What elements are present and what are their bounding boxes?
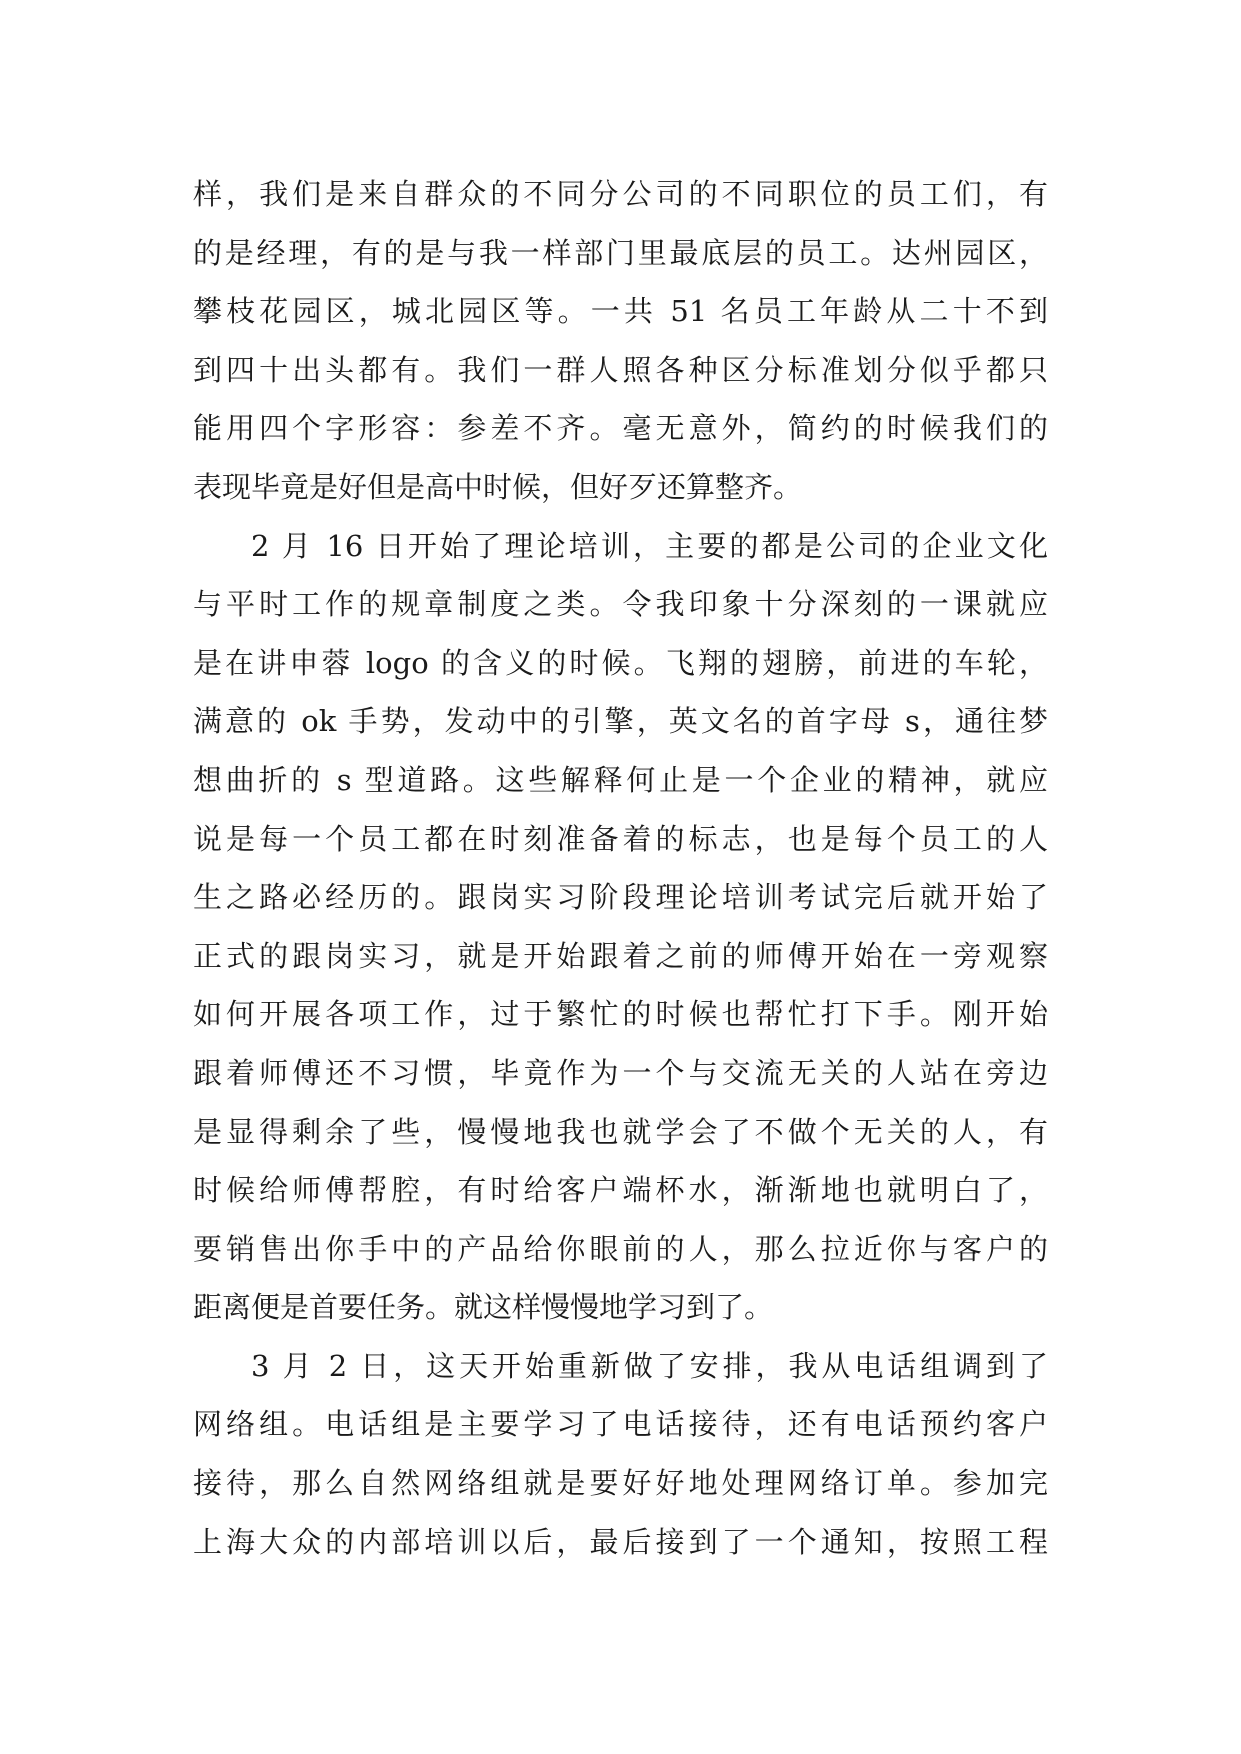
paragraph-1	[193, 165, 1048, 517]
text-line: 要销售出你手中的产品给你眼前的人，那么拉近你与客户的	[193, 1231, 1048, 1266]
text-line: 是在讲申蓉 logo 的含义的时候。飞翔的翅膀，前进的车轮，	[193, 645, 1048, 680]
text-line: 跟着师傅还不习惯，毕竟作为一个与交流无关的人站在旁边	[193, 1055, 1048, 1090]
text-line: 距离便是首要任务。就这样慢慢地学习到了。	[193, 1290, 774, 1325]
text-line: 正式的跟岗实习，就是开始跟着之前的师傅开始在一旁观察	[193, 938, 1048, 973]
text-line: 3 月 2 日，这天开始重新做了安排，我从电话组调到了	[251, 1348, 1048, 1383]
text-line: 网络组。电话组是主要学习了电话接待，还有电话预约客户	[193, 1407, 1048, 1442]
text-line: 的是经理，有的是与我一样部门里最底层的员工。达州园区，	[193, 235, 1048, 270]
document-body	[193, 165, 1048, 1571]
paragraph-3	[193, 1337, 1048, 1571]
text-line: 2 月 16 日开始了理论培训，主要的都是公司的企业文化	[251, 528, 1048, 563]
text-line: 攀枝花园区，城北园区等。一共 51 名员工年龄从二十不到	[193, 294, 1048, 329]
text-line: 上海大众的内部培训以后，最后接到了一个通知，按照工程	[193, 1524, 1048, 1559]
text-line: 生之路必经历的。跟岗实习阶段理论培训考试完后就开始了	[193, 880, 1048, 915]
text-line: 是显得剩余了些，慢慢地我也就学会了不做个无关的人，有	[193, 1114, 1048, 1149]
text-line: 接待，那么自然网络组就是要好好地处理网络订单。参加完	[193, 1466, 1048, 1501]
text-line: 样，我们是来自群众的不同分公司的不同职位的员工们，有	[193, 177, 1048, 211]
text-line: 能用四个字形容：参差不齐。毫无意外，简约的时候我们的	[193, 411, 1048, 446]
text-line: 如何开展各项工作，过于繁忙的时候也帮忙打下手。刚开始	[193, 997, 1048, 1032]
text-line: 表现毕竟是好但是高中时候，但好歹还算整齐。	[193, 469, 803, 504]
text-line: 与平时工作的规章制度之类。令我印象十分深刻的一课就应	[193, 587, 1048, 622]
text-line: 说是每一个员工都在时刻准备着的标志，也是每个员工的人	[193, 821, 1048, 856]
text-line: 时候给师傅帮腔，有时给客户端杯水，渐渐地也就明白了，	[193, 1173, 1048, 1208]
text-line: 想曲折的 s 型道路。这些解释何止是一个企业的精神，就应	[193, 762, 1048, 797]
text-line: 到四十出头都有。我们一群人照各种区分标准划分似乎都只	[193, 352, 1048, 387]
text-line: 满意的 ok 手势，发动中的引擎，英文名的首字母 s，通往梦	[193, 704, 1048, 739]
paragraph-2	[193, 517, 1048, 1337]
